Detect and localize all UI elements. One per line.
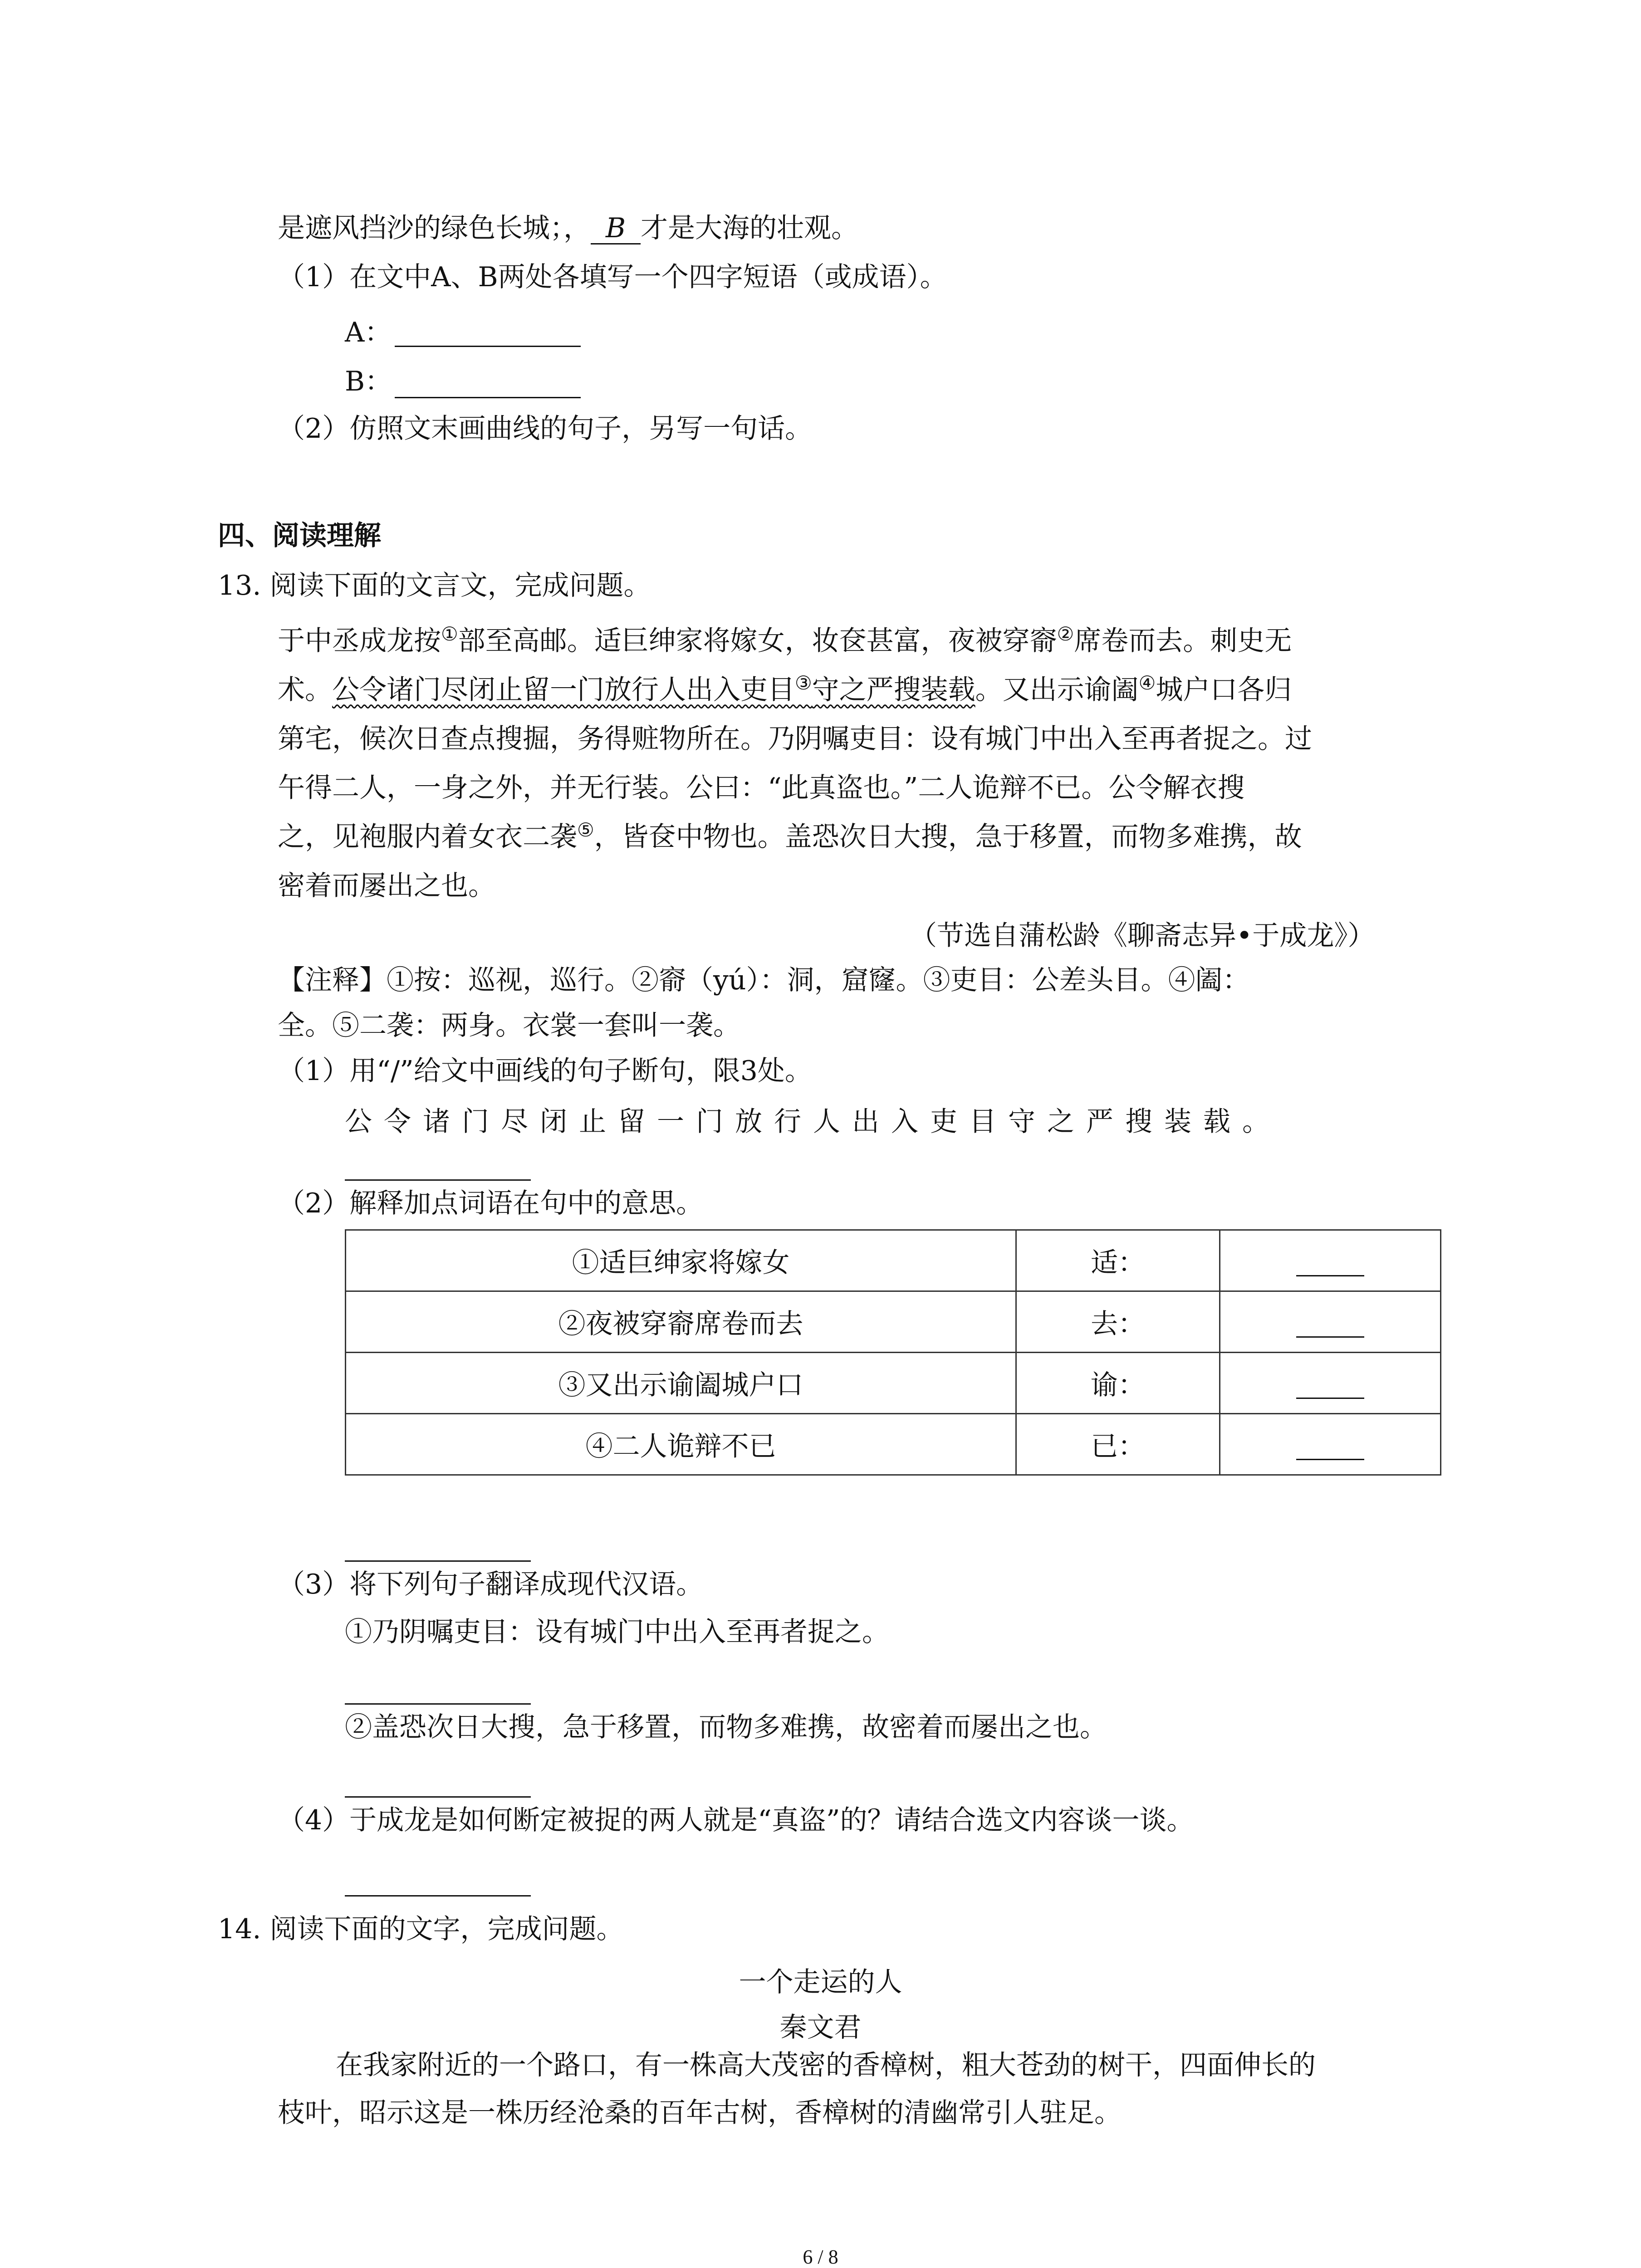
table-row [346,1414,1441,1475]
page-number: 6 / 8 [803,2246,838,2268]
passage-line-5: 之，见袍服内着女衣二袭⑤，皆奁中物也。盖恐次日大搜，急于移置，而物多难携，故 [278,819,1302,853]
table-cell-keyword: 已： [1016,1414,1220,1475]
notes-line-1: 【注释】①按：巡视，巡行。②窬（yú）：洞，窟窿。③吏目：公差头目。④阖： [278,964,1250,996]
top-line [278,213,858,244]
passage-line-1: 于中丞成龙按①部至高邮。适巨绅家将嫁女，妆奁甚富，夜被穿窬②席卷而去。刺史无 [278,623,1292,657]
answer-blank[interactable] [1296,1433,1364,1460]
blank-b-label: B [591,213,641,244]
article-author: 秦文君 [779,2012,862,2043]
underlined-sentence: 公令诸门尽闭止留一门放行人出入吏目③守之严搜装载 [332,672,975,706]
table-cell-keyword: 适： [1016,1230,1220,1291]
q13-sub-3: （3）将下列句子翻译成现代汉语。 [278,1569,704,1600]
passage-line-6: 密着而屡出之也。 [278,870,495,902]
table-row [346,1353,1441,1414]
table-cell-answer[interactable] [1220,1414,1441,1475]
note-marker-4: ④ [1138,672,1156,694]
answer-blank[interactable] [1296,1311,1364,1338]
article-line-1: 在我家附近的一个路口，有一株高大茂密的香樟树，粗大苍劲的树干，四面伸长的 [336,2049,1316,2081]
answer-line-2[interactable] [345,1560,531,1562]
note-marker-5: ⑤ [577,819,594,841]
notes-line-2: 全。⑤二袭：两身。衣裳一套叫一袭。 [278,1010,740,1041]
article-line-2: 枝叶，昭示这是一株历经沧桑的百年古树，香樟树的清幽常引人驻足。 [278,2097,1122,2129]
table-cell-keyword: 去： [1016,1291,1220,1353]
answer-b-line[interactable] [395,397,581,398]
answer-a-label: A： [345,317,392,348]
table-cell-question: ①适巨绅家将嫁女 [346,1230,1016,1291]
passage-line-4: 午得二人，一身之外，并无行装。公曰：“此真盗也。”二人诡辩不已。公令解衣搜 [278,772,1245,804]
table-cell-answer[interactable] [1220,1353,1441,1414]
top-line-after: 才是大海的壮观。 [641,212,858,244]
note-marker-3: ③ [795,672,812,694]
q13-sub-1: （1）用“/”给文中画线的句子断句，限3处。 [278,1055,812,1087]
answer-line-1[interactable] [345,1179,531,1181]
note-marker-1: ① [441,623,458,645]
table-cell-answer[interactable] [1220,1291,1441,1353]
note-marker-2: ② [1057,623,1074,645]
article-title: 一个走运的人 [739,1966,902,1998]
passage-line-3: 第宅，候次日查点搜掘，务得赃物所在。乃阴嘱吏目：设有城门中出入至再者捉之。过 [278,723,1312,755]
q14-intro: 14. 阅读下面的文字，完成问题。 [218,1913,624,1945]
table-cell-answer[interactable] [1220,1230,1441,1291]
q13-sub-3-item-1: ①乃阴嘱吏目：设有城门中出入至再者捉之。 [345,1616,889,1648]
q13-sub-1-sentence: 公令诸门尽闭止留一门放行人出入吏目守之严搜装载。 [345,1106,1281,1138]
answer-blank[interactable] [1296,1250,1364,1276]
table-cell-question: ②夜被穿窬席卷而去 [346,1291,1016,1353]
word-meaning-table [345,1229,1441,1476]
answer-b-label: B： [345,366,392,397]
q13-intro: 13. 阅读下面的文言文，完成问题。 [218,570,651,601]
answer-line-3[interactable] [345,1703,531,1705]
table-row [346,1230,1441,1291]
section-title: 四、阅读理解 [218,520,381,552]
passage-line-2: 术。公令诸门尽闭止留一门放行人出入吏目③守之严搜装载。又出示谕阖④城户口各归 [278,672,1292,706]
question-12-2: （2）仿照文末画曲线的句子，另写一句话。 [278,413,813,445]
answer-line-5[interactable] [345,1895,531,1897]
table-cell-question: ④二人诡辩不已 [346,1414,1016,1475]
answer-a-line[interactable] [395,346,581,347]
passage-source: （节选自蒲松龄《聊斋志异•于成龙》） [910,920,1375,952]
table-cell-question: ③又出示谕阖城户口 [346,1353,1016,1414]
q13-sub-2: （2）解释加点词语在句中的意思。 [278,1188,704,1219]
answer-blank[interactable] [1296,1372,1364,1399]
top-line-before: 是遮风挡沙的绿色长城；， [278,212,591,244]
question-12-1: （1）在文中A、B两处各填写一个四字短语（或成语）。 [278,261,947,293]
table-cell-keyword: 谕： [1016,1353,1220,1414]
q13-sub-3-item-2: ②盖恐次日大搜，急于移置，而物多难携，故密着而屡出之也。 [345,1711,1107,1743]
table-row [346,1291,1441,1353]
answer-line-4[interactable] [345,1796,531,1798]
q13-sub-4: （4）于成龙是如何断定被捉的两人就是“真盗”的？请结合选文内容谈一谈。 [278,1804,1194,1836]
